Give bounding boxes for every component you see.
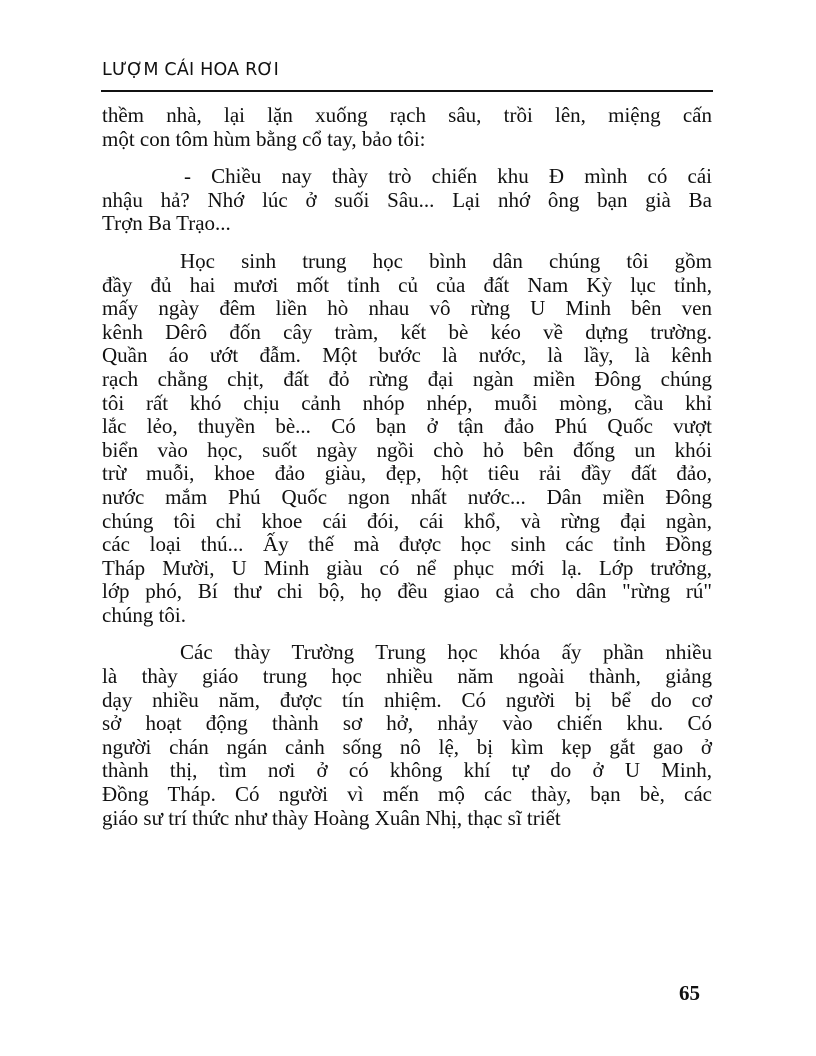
text-line: là thày giáo trung học nhiều năm ngoài thành, giảng [102,664,712,689]
paragraph [102,104,712,151]
text-line: kênh Dêrô đốn cây tràm, kết bè kéo về dựng trường. [102,319,712,344]
text-line: nhậu hả? Nhớ lúc ở suối Sâu... Lại nhớ ông bạn già Ba [102,187,712,212]
text-line: một con tôm hùm bằng cổ tay, bảo tôi: [102,126,426,151]
paragraph [102,250,712,628]
paragraph-gap [102,627,712,641]
text-line: Đồng Tháp. Có người vì mến mộ các thày, bạn bè, các [102,782,712,807]
running-title: LƯỢM CÁI HOA RƠI [102,60,279,80]
text-line: rạch chằng chịt, đất đỏ rừng đại ngàn miền Đông chúng [102,366,712,391]
text-line: giáo sư trí thức như thày Hoàng Xuân Nhị, thạc sĩ triết [102,805,561,830]
text-line: chúng tôi chỉ khoe cái đói, cái khổ, và rừng đại ngàn, [102,508,712,533]
text-line: lớp phó, Bí thư chi bộ, họ đều giao cả cho dân "rừng rú" [102,579,712,604]
text-line: dạy nhiều năm, được tín nhiệm. Có người bị bể do cơ [102,687,712,712]
text-line: Trợn Ba Trạo... [102,211,231,236]
paragraph-gap [102,151,712,165]
text-line: chúng tôi. [102,602,186,627]
header-rule [101,90,713,92]
text-line: tôi rất khó chịu cảnh nhóp nhép, muỗi mòng, cầu khỉ [102,390,712,415]
paragraph [102,641,712,830]
body-text [102,104,712,830]
text-line: thềm nhà, lại lặn xuống rạch sâu, trồi lên, miệng cấn [102,103,712,127]
text-line: sở hoạt động thành sơ hở, nhảy vào chiến khu. Có [102,711,712,736]
text-line: Tháp Mười, U Minh giàu có nể phục mới lạ. Lớp trưởng, [102,555,712,580]
text-line: Học sinh trung học bình dân chúng tôi gồm [180,248,712,273]
paragraph-gap [102,236,712,250]
text-line: Các thày Trường Trung học khóa ấy phần nhiều [180,640,712,665]
text-line: đầy đủ hai mươi mốt tỉnh củ của đất Nam Kỳ lục tỉnh, [102,272,712,297]
text-line: người chán ngán cảnh sống nô lệ, bị kìm kẹp gắt gao ở [102,734,712,759]
text-line: lắc lẻo, thuyền bè... Có bạn ở tận đảo Phú Quốc vượt [102,414,712,439]
paragraph [102,165,712,236]
text-line: nước mắm Phú Quốc ngon nhất nước... Dân miền Đông [102,484,712,509]
text-line: - Chiều nay thày trò chiến khu Đ mình có cái [184,164,712,189]
text-line: thành thị, tìm nơi ở có không khí tự do ở U Minh, [102,758,712,783]
text-line: trừ muỗi, khoe đảo giàu, đẹp, hột tiêu rải đầy đất đảo, [102,461,712,486]
text-line: mấy ngày đêm liền hò nhau vô rừng U Minh bên ven [102,296,712,321]
page-number: 65 [679,981,700,1005]
text-line: Quần áo ướt đẫm. Một bước là nước, là lầy, là kênh [102,343,712,368]
text-line: các loại thú... Ấy thế mà được học sinh các tỉnh Đồng [102,532,712,557]
text-line: biển vào học, suốt ngày ngồi chò hỏ bên đống un khói [102,437,712,462]
